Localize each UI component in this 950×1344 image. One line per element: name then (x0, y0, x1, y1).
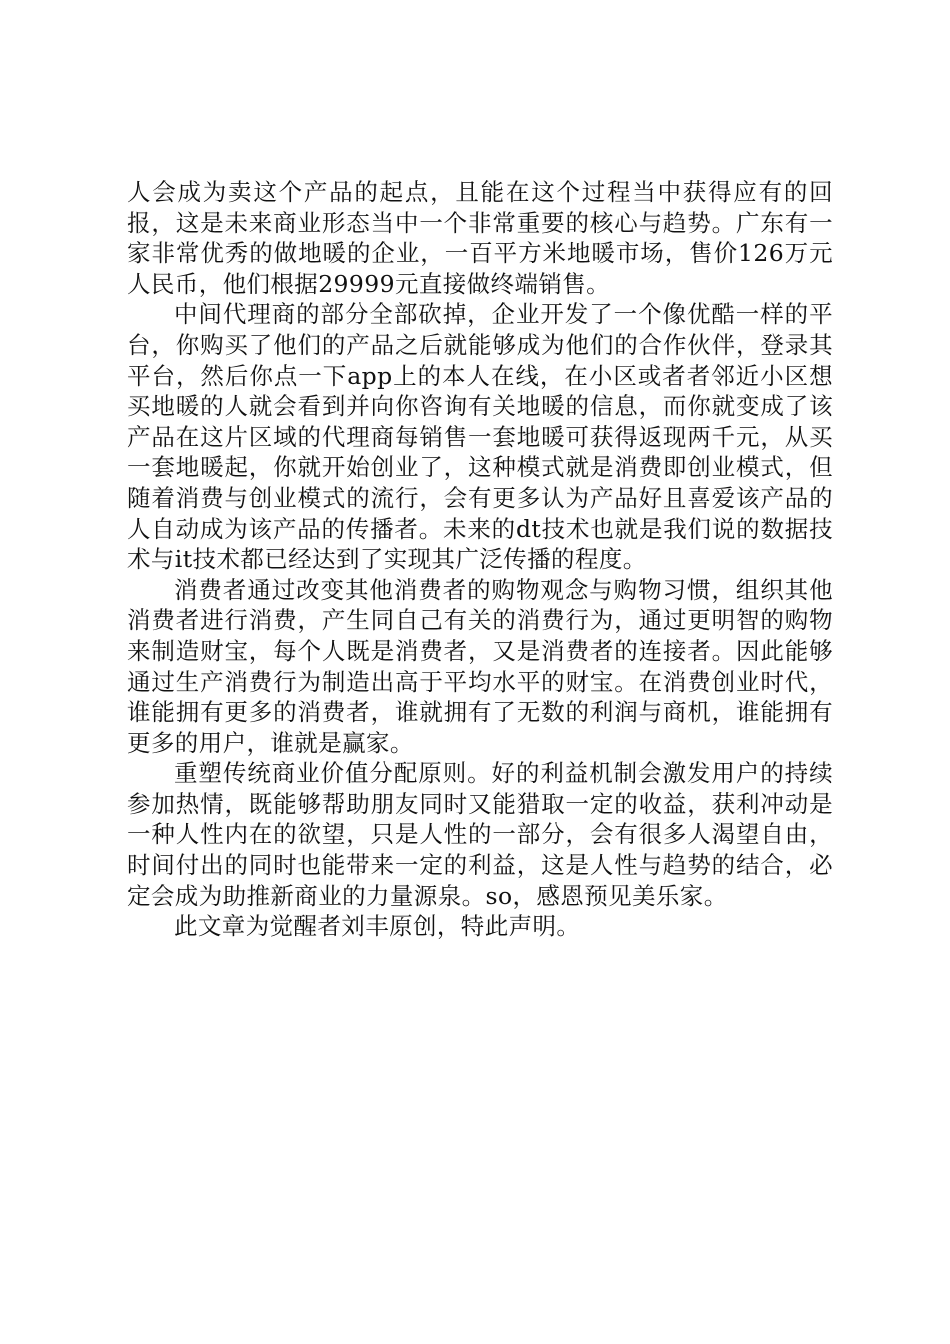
article-body (127, 177, 833, 942)
paragraph-1: 人会成为卖这个产品的起点，且能在这个过程当中获得应有的回报，这是未来商业形态当中一个非常重要的核心与趋势。广东有一家非常优秀的做地暖的企业，一百平方米地暖市场，售价126万元人民币，他们根据29999元直接做终端销售。 (127, 178, 833, 298)
paragraph-4: 重塑传统商业价值分配原则。好的利益机制会激发用户的持续参加热情，既能够帮助朋友同时又能猎取一定的收益，获利冲动是一种人性内在的欲望，只是人性的一部分，会有很多人渴望自由，时间付出的同时也能带来一定的利益，这是人性与趋势的结合，必定会成为助推新商业的力量源泉。so，感恩预见美乐家。 (127, 759, 833, 910)
paragraph-2: 中间代理商的部分全部砍掉，企业开发了一个像优酷一样的平台，你购买了他们的产品之后就能够成为他们的合作伙伴，登录其平台，然后你点一下app上的本人在线，在小区或者者邻近小区想买地暖的人就会看到并向你咨询有关地暖的信息，而你就变成了该产品在这片区域的代理商每销售一套地暖可获得返现两千元，从买一套地暖起，你就开始创业了，这种模式就是消费即创业模式，但随着消费与创业模式的流行，会有更多认为产品好且喜爱该产品的人自动成为该产品的传播者。未来的dt技术也就是我们说的数据技术与it技术都已经达到了实现其广泛传播的程度。 (127, 300, 833, 574)
paragraph-3: 消费者通过改变其他消费者的购物观念与购物习惯，组织其他消费者进行消费，产生同自己有关的消费行为，通过更明智的购物来制造财宝，每个人既是消费者，又是消费者的连接者。因此能够通过生产消费行为制造出高于平均水平的财宝。在消费创业时代，谁能拥有更多的消费者，谁就拥有了无数的利润与商机，谁能拥有更多的用户，谁就是赢家。 (127, 575, 833, 757)
paragraph-5: 此文章为觉醒者刘丰原创，特此声明。 (174, 912, 581, 941)
